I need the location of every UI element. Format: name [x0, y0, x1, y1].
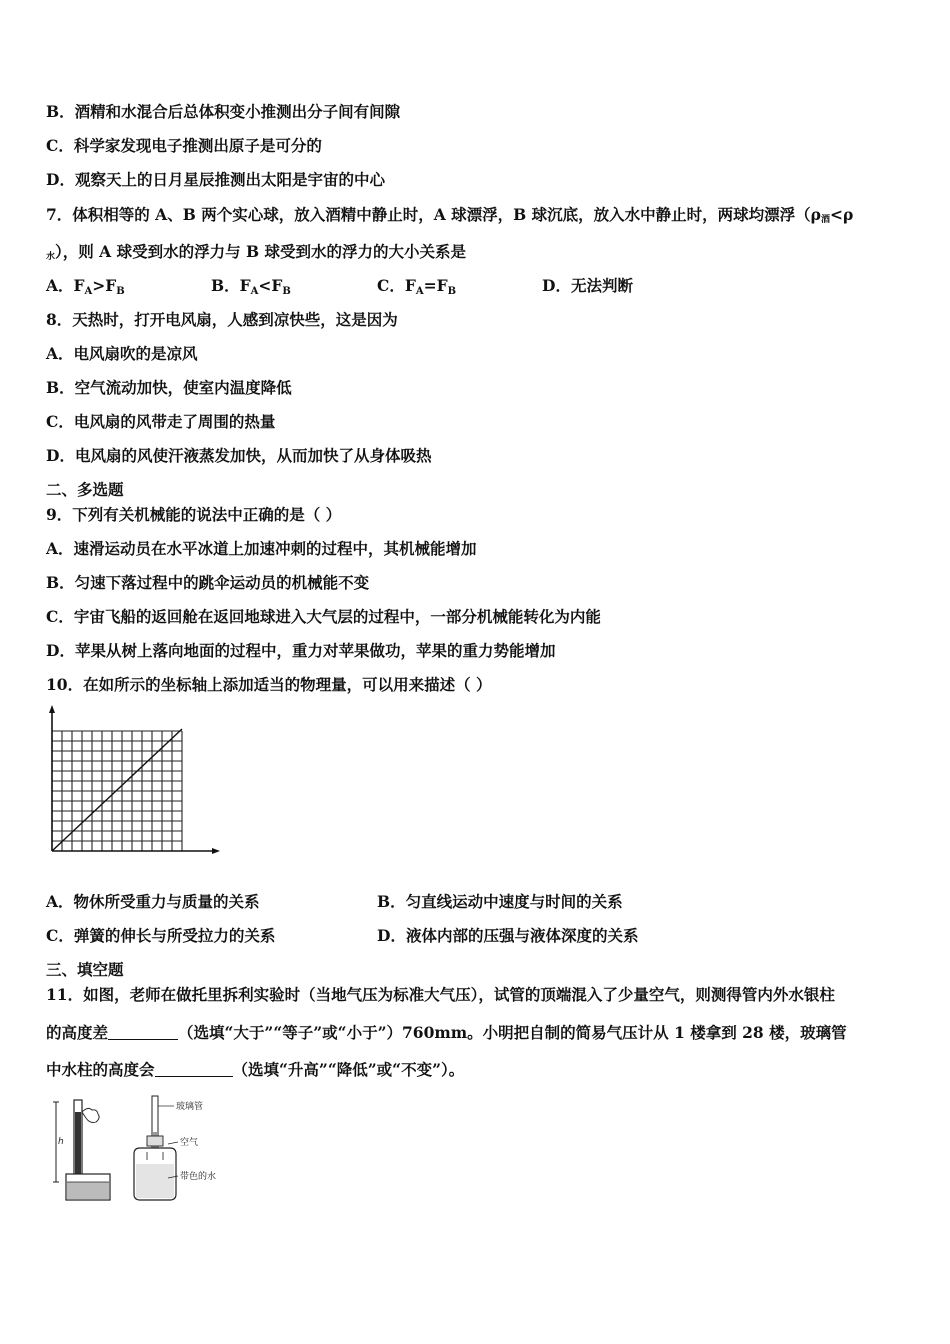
q9-stem: 9．下列有关机械能的说法中正确的是（ ）	[46, 505, 342, 524]
q11-figure	[48, 1092, 248, 1207]
q6-option-b: B．酒精和水混合后总体积变小推测出分子间有间隙	[46, 102, 401, 121]
q8-option-a: A．电风扇吹的是凉风	[46, 344, 198, 363]
section-heading-fill-blank: 三、填空题	[46, 960, 124, 979]
q7-option-a: A．$F_A>F_B$	[46, 276, 125, 297]
q8-option-b: B．空气流动加快，使室内温度降低	[46, 378, 292, 397]
y-axis-arrow	[49, 705, 55, 713]
label-colored-water: 带色的水	[180, 1172, 217, 1182]
q10-stem: 10．在如所示的坐标轴上添加适当的物理量，可以用来描述（ ）	[46, 675, 492, 694]
q8-option-d: D．电风扇的风使汗液蒸发加快，从而加快了从身体吸热	[46, 446, 432, 465]
label-air: 空气	[180, 1138, 199, 1148]
q9-option-a: A．速滑运动员在水平冰道上加速冲刺的过程中，其机械能增加	[46, 539, 477, 558]
q7-stem-line1: 7．体积相等的 A、B 两个实心球，放入酒精中静止时，A 球漂浮，B 球沉底，放入水中静止时，两球均漂浮（ρ酒<ρ	[46, 205, 854, 225]
q6-option-d: D．观察天上的日月星辰推测出太阳是宇宙的中心	[46, 170, 385, 189]
q7-option-d: D．无法判断	[542, 276, 633, 295]
height-label: h	[58, 1137, 64, 1147]
q7-option-b: B．$F_A<F_B$	[211, 276, 291, 297]
q10-option-a: A．物休所受重力与质量的关系	[46, 892, 260, 911]
label-glass-tube: 玻璃管	[176, 1102, 204, 1112]
q10-option-d: D．液体内部的压强与液体深度的关系	[377, 926, 639, 945]
q10-option-c: C．弹簧的伸长与所受拉力的关系	[46, 926, 276, 945]
torricelli-apparatus	[53, 1100, 110, 1200]
section-heading-multi-choice: 二、多选题	[46, 480, 124, 499]
answer-blank-2[interactable]	[155, 1062, 233, 1077]
answer-blank-1[interactable]	[108, 1025, 178, 1040]
q9-option-d: D．苹果从树上落向地面的过程中，重力对苹果做功，苹果的重力势能增加	[46, 641, 556, 660]
q8-option-c: C．电风扇的风带走了周围的热量	[46, 412, 276, 431]
x-axis-arrow	[212, 848, 220, 854]
q7-option-c: C．$F_A=F_B$	[377, 276, 457, 297]
q11-stem-line3: 中水柱的高度会 （选填“升高”“降低”或“不变”）。	[46, 1060, 465, 1079]
q10-option-b: B．匀直线运动中速度与时间的关系	[377, 892, 623, 911]
q9-option-b: B．匀速下落过程中的跳伞运动员的机械能不变	[46, 573, 370, 592]
q7-stem-line2: 水），则 A 球受到水的浮力与 B 球受到水的浮力的大小关系是	[46, 242, 466, 262]
q11-stem-line2: 的高度差 （选填“大于”“等子”或“小于”）760mm。小明把自制的简易气压计从 1 楼拿到 28 楼，玻璃管	[46, 1023, 847, 1042]
simple-barometer	[134, 1096, 216, 1200]
q6-option-c: C．科学家发现电子推测出原子是可分的	[46, 136, 322, 155]
q11-stem-line1: 11．如图，老师在做托里拆利实验时（当地气压为标准大气压），试管的顶端混入了少量空气，则测得管内外水银柱	[46, 985, 835, 1004]
q9-option-c: C．宇宙飞船的返回舱在返回地球进入大气层的过程中，一部分机械能转化为内能	[46, 607, 601, 626]
q8-stem: 8．天热时，打开电风扇，人感到凉快些，这是因为	[46, 310, 398, 329]
q10-graph-figure	[40, 703, 225, 858]
